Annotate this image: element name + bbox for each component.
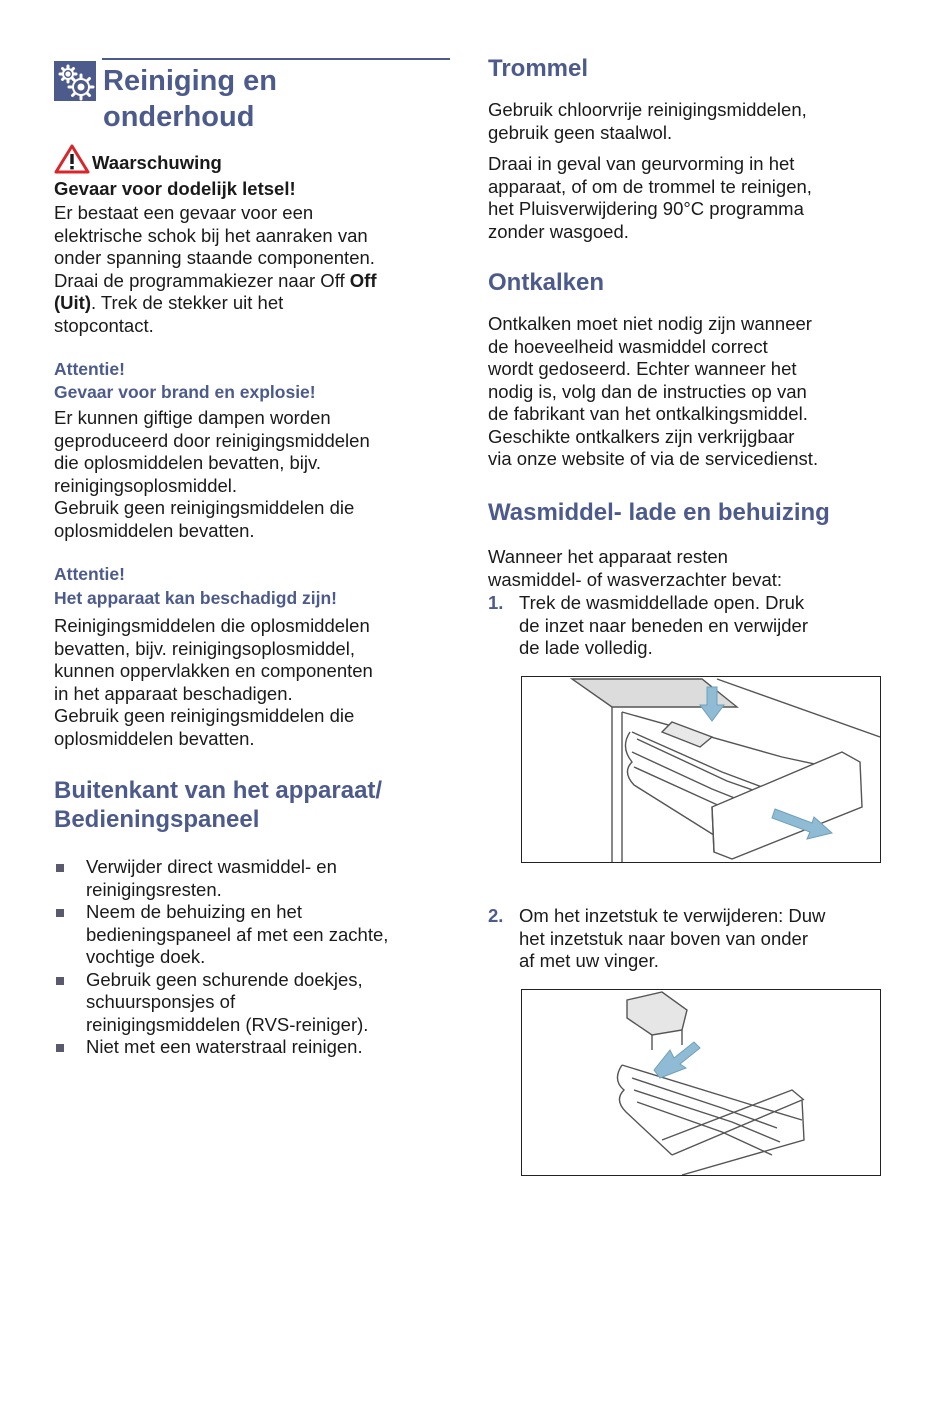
exterior-bullet-list [54, 856, 454, 1059]
section-heading-drum: Trommel [488, 55, 589, 82]
warning-label: Waarschuwing [92, 152, 222, 173]
step-number: 2. [488, 905, 504, 926]
list-item [54, 969, 454, 1037]
list-item [488, 592, 883, 660]
list-item-text: Verwijder direct wasmiddel- en reinigingsresten. [86, 856, 337, 900]
step-number: 1. [488, 592, 504, 613]
insert-removal-illustration [521, 989, 881, 1176]
warning-heading: Gevaar voor dodelijk letsel! [54, 178, 296, 199]
list-item [488, 905, 883, 973]
section-heading-descaling: Ontkalken [488, 269, 605, 296]
drum-text-1: Gebruik chloorvrije reinigingsmiddelen, gebruik geen staalwol. [488, 99, 807, 143]
list-item-text: Niet met een waterstraal reinigen. [86, 1036, 363, 1057]
list-item [54, 1036, 454, 1059]
section-heading-drawer: Wasmiddel- lade en behuizing [488, 499, 830, 526]
drawer-step-1 [488, 592, 883, 660]
warning-triangle-icon [54, 144, 90, 179]
bullet-square-icon [56, 1044, 64, 1052]
warning-text [54, 202, 454, 337]
attention-text-1: Er kunnen giftige dampen worden geproduceerd door reinigingsmiddelen die oplosmiddelen bevatten, bijv. reinigingsoplosmiddel. Gebruik geen reinigingsmiddelen die oplosmiddelen bevatten. [54, 407, 370, 541]
attention-heading-1: Gevaar voor brand en explosie! [54, 382, 316, 402]
step-text: Trek de wasmiddellade open. Druk de inzet naar beneden en verwijder de lade volledig. [519, 592, 808, 658]
step-text: Om het inzetstuk te verwijderen: Duw het inzetstuk naar boven van onder af met uw vinger. [519, 905, 826, 971]
drawer-intro: Wanneer het apparaat resten wasmiddel- of wasverzachter bevat: [488, 546, 783, 590]
list-item [54, 856, 454, 901]
cleaning-gears-icon [54, 61, 96, 101]
list-item [54, 901, 454, 969]
section-heading-exterior: Buitenkant van het apparaat/ Bedieningspaneel [54, 777, 383, 833]
drawer-step-2 [488, 905, 883, 973]
list-item-text: Gebruik geen schurende doekjes, schuursponsjes of reinigingsmiddelen (RVS-reiniger). [86, 968, 369, 1035]
warning-text-part-b: . Trek de stekker uit het stopcontact. [54, 292, 284, 336]
descaling-text: Ontkalken moet niet nodig zijn wanneer de hoeveelheid wasmiddel correct wordt gedoseerd. Echter wanneer het nodig is, volg dan de instructies op van de fabrikant van het ontkalkingsmiddel. Geschikte ontkalkers zijn verkrijgbaar via onze website of via de servicedienst. [488, 313, 819, 469]
attention-heading-2: Het apparaat kan beschadigd zijn! [54, 588, 337, 608]
warning-text-part-a: Er bestaat een gevaar voor een elektrische schok bij het aanraken van onder spanning staande componenten. Draai de programmakiezer naar Off [54, 202, 375, 291]
list-item-text: Neem de behuizing en het bedieningspaneel af met een zachte, vochtige doek. [86, 901, 389, 967]
chapter-rule [102, 58, 450, 60]
drawer-removal-illustration [521, 676, 881, 863]
attention-label-2: Attentie! [54, 564, 125, 584]
bullet-square-icon [56, 864, 64, 872]
attention-text-2: Reinigingsmiddelen die oplosmiddelen bevatten, bijv. reinigingsoplosmiddel, kunnen oppervlakken en componenten in het apparaat beschadigen. Gebruik geen reinigingsmiddelen die oplosmiddelen bevatten. [54, 615, 373, 749]
bullet-square-icon [56, 909, 64, 917]
drum-text-2: Draai in geval van geurvorming in het apparaat, of om de trommel te reinigen, het Pluisverwijdering 90°C programma zonder wasgoed. [488, 153, 812, 242]
chapter-title: Reiniging en onderhoud [103, 65, 277, 133]
bullet-square-icon [56, 977, 64, 985]
attention-label-1: Attentie! [54, 359, 125, 379]
warning-text-off-label: Off (Uit) [54, 269, 377, 313]
